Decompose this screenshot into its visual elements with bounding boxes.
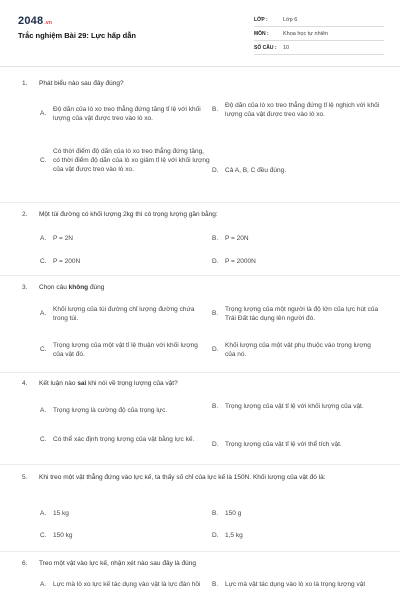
option-text: Có thể xác định trọng lượng của vật bằng lực kế. bbox=[53, 436, 195, 443]
option-text: Trọng lượng của vật tỉ lệ với thể tích vật. bbox=[225, 441, 342, 448]
answer-option-c[interactable] bbox=[40, 532, 73, 541]
option-letter: D. bbox=[212, 441, 219, 448]
option-text: Độ dãn của lò xo treo thẳng đứng tăng tỉ lệ với khối lượng của vật được treo vào lò xo. bbox=[53, 106, 201, 122]
option-letter: B. bbox=[212, 106, 219, 114]
answer-option-a[interactable] bbox=[40, 581, 210, 590]
option-text: P = 20N bbox=[225, 235, 249, 242]
answer-option-a[interactable] bbox=[40, 306, 210, 324]
option-text: Khối lượng của một vật phụ thuộc vào trọng lượng của nó. bbox=[225, 342, 371, 358]
option-letter: D. bbox=[212, 258, 219, 265]
site-logo[interactable] bbox=[18, 14, 52, 29]
question-divider bbox=[0, 275, 400, 276]
meta-key: LỚP : bbox=[254, 17, 268, 24]
option-text: Khối lượng của túi đường chỉ lượng đường chứa trong túi. bbox=[53, 306, 195, 322]
question-text: Một túi đường có khối lượng 2kg thì có trọng lượng gần bằng: bbox=[39, 211, 218, 218]
option-text: Lực mà vật tác dụng vào lò xo là trọng lượng vật bbox=[225, 581, 366, 588]
option-text: 15 kg bbox=[53, 510, 69, 517]
question-text: Phát biểu nào sau đây đúng? bbox=[39, 80, 124, 87]
option-text: Có thời điểm độ dãn của lò xo treo thẳng đứng tăng, có thời điểm độ dãn của lò xo giảm tỉ lệ với khối lượng của vật được treo vào lò xo. bbox=[53, 148, 210, 173]
question-number: 1. bbox=[22, 80, 28, 87]
option-text: Trọng lượng của vật tỉ lệ với khối lượng của vật. bbox=[225, 403, 364, 410]
question-4 bbox=[22, 380, 382, 389]
option-letter: C. bbox=[40, 436, 47, 443]
question-text-after: khi nói về trọng lượng của vật? bbox=[86, 380, 178, 387]
question-3 bbox=[22, 284, 382, 293]
answer-option-d[interactable] bbox=[212, 342, 382, 360]
option-text: Độ dãn của lò xo treo thẳng đứng tỉ lệ nghịch với khối lượng của vật được treo vào lò xo. bbox=[225, 102, 380, 118]
logo-tld: .vn bbox=[44, 20, 53, 26]
question-divider bbox=[0, 202, 400, 203]
answer-option-b[interactable] bbox=[212, 581, 382, 590]
option-letter: A. bbox=[40, 310, 47, 318]
option-letter: B. bbox=[212, 510, 219, 517]
question-divider bbox=[0, 372, 400, 373]
meta-key: MÔN : bbox=[254, 31, 269, 38]
page-title: Trắc nghiệm Bài 29: Lực hấp dẫn bbox=[18, 31, 136, 40]
option-letter: A. bbox=[40, 407, 47, 414]
option-letter: B. bbox=[212, 310, 219, 318]
answer-option-d[interactable] bbox=[212, 441, 382, 450]
answer-option-d[interactable] bbox=[212, 258, 256, 267]
answer-option-c[interactable] bbox=[40, 436, 210, 445]
option-letter: B. bbox=[212, 581, 219, 588]
option-letter: D. bbox=[212, 532, 219, 539]
option-letter: D. bbox=[212, 346, 219, 354]
option-letter: C. bbox=[40, 156, 47, 164]
question-1 bbox=[22, 80, 382, 89]
option-text: P = 2N bbox=[53, 235, 73, 242]
question-text: Khi treo một vật thẳng đứng vào lực kế, ta thấy số chỉ của lực kế là 150N. Khối lượng của vật đó là: bbox=[39, 474, 326, 481]
option-text: Trọng lượng là cường độ của trọng lực. bbox=[53, 407, 168, 414]
option-text: Trọng lượng của một người là độ lớn của lực hút của Trái Đất tác dụng lên người đó. bbox=[225, 306, 379, 322]
question-2 bbox=[22, 211, 382, 220]
answer-option-c[interactable] bbox=[40, 342, 210, 360]
option-text: Lực mà lò xo lực kế tác dụng vào vật là lực đàn hồi bbox=[53, 581, 201, 588]
question-number: 5. bbox=[22, 474, 28, 481]
option-text: 1,5 kg bbox=[225, 532, 243, 539]
option-letter: C. bbox=[40, 346, 47, 354]
answer-option-b[interactable] bbox=[212, 403, 382, 412]
option-text: P = 200N bbox=[53, 258, 81, 265]
question-number: 2. bbox=[22, 211, 28, 218]
answer-option-b[interactable] bbox=[212, 306, 382, 324]
answer-option-a[interactable] bbox=[40, 510, 69, 519]
question-number: 4. bbox=[22, 380, 28, 387]
question-text bbox=[39, 380, 382, 389]
option-text: P = 2000N bbox=[225, 258, 256, 265]
answer-option-a[interactable] bbox=[40, 235, 73, 244]
option-text: 150 kg bbox=[53, 532, 73, 539]
question-divider bbox=[0, 551, 400, 552]
meta-row-subject bbox=[254, 29, 384, 41]
answer-option-b[interactable] bbox=[212, 235, 249, 244]
answer-option-c[interactable] bbox=[40, 258, 80, 267]
option-text: Cả A, B, C đều đúng. bbox=[225, 167, 287, 174]
answer-option-b[interactable] bbox=[212, 510, 241, 519]
meta-value: 10 bbox=[283, 44, 290, 51]
meta-value: Khoa học tự nhiên bbox=[283, 30, 328, 37]
meta-key: SỐ CÂU : bbox=[254, 45, 277, 52]
question-text: Treo một vật vào lực kế, nhận xét nào sau đây là đúng bbox=[39, 560, 196, 567]
option-letter: A. bbox=[40, 110, 47, 118]
option-letter: B. bbox=[212, 403, 219, 410]
meta-row-count bbox=[254, 43, 384, 55]
meta-value: Lớp 6 bbox=[283, 16, 298, 23]
question-divider bbox=[0, 464, 400, 465]
option-letter: C. bbox=[40, 532, 47, 539]
answer-option-c[interactable] bbox=[40, 148, 210, 174]
answer-option-d[interactable] bbox=[212, 532, 243, 541]
meta-row-class bbox=[254, 15, 384, 27]
question-text-emphasis: không bbox=[68, 284, 89, 291]
option-letter: C. bbox=[40, 258, 47, 265]
logo-main: 2048 bbox=[18, 15, 44, 27]
option-text: 150 g bbox=[225, 510, 242, 517]
question-5 bbox=[22, 474, 382, 483]
header-divider bbox=[0, 66, 400, 67]
question-number: 3. bbox=[22, 284, 28, 291]
question-text-before: Chọn câu bbox=[39, 284, 69, 291]
option-letter: A. bbox=[40, 235, 47, 242]
option-letter: A. bbox=[40, 510, 47, 517]
option-letter: B. bbox=[212, 235, 219, 242]
question-text-before: Kết luận nào bbox=[39, 380, 78, 387]
option-letter: A. bbox=[40, 581, 47, 588]
question-number: 6. bbox=[22, 560, 28, 567]
question-text-after: đúng bbox=[88, 284, 105, 291]
question-text-emphasis: sai bbox=[77, 380, 87, 387]
answer-option-b[interactable] bbox=[212, 102, 382, 120]
question-6 bbox=[22, 560, 382, 569]
answer-option-a[interactable] bbox=[40, 106, 210, 124]
answer-option-a[interactable] bbox=[40, 407, 210, 416]
question-text bbox=[39, 284, 382, 293]
quiz-meta bbox=[254, 15, 384, 57]
option-letter: D. bbox=[212, 167, 219, 174]
answer-option-d[interactable] bbox=[212, 167, 382, 176]
option-text: Trọng lượng của một vật tỉ lệ thuận với khối lượng của vật đó. bbox=[53, 342, 198, 358]
